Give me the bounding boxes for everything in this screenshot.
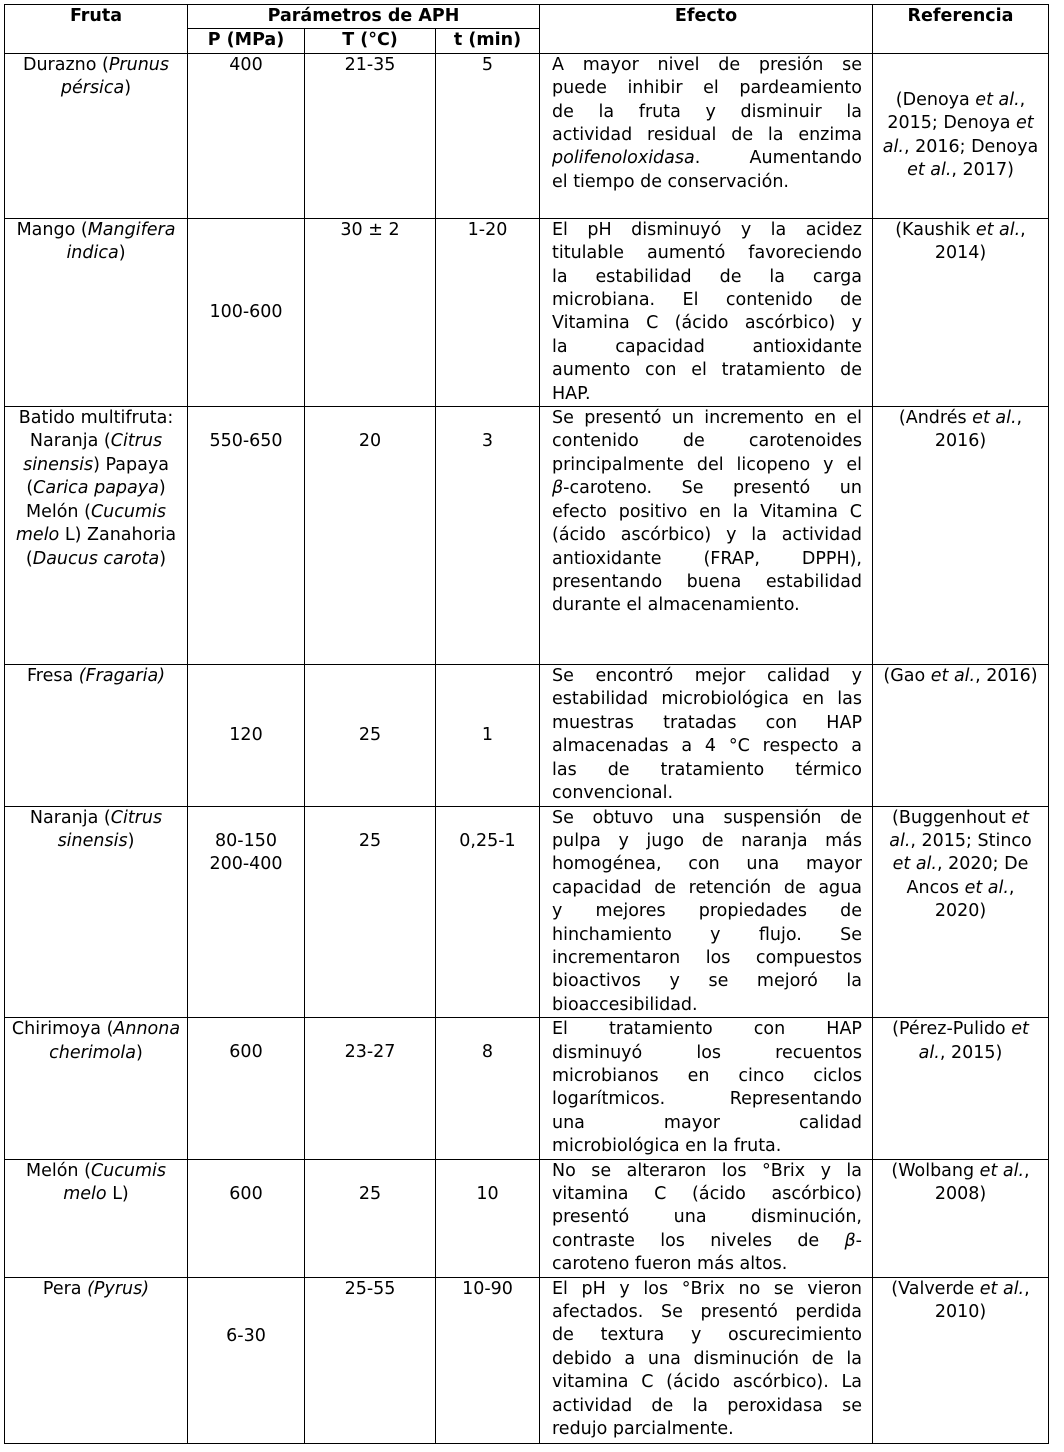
effect-cell: El tratamiento con HAP disminuyó los recuentos microbianos en cinco ciclos logarítmicos. Representando una mayor calidad microbiológica en la fruta. [540, 1018, 873, 1159]
reference-cell [873, 53, 1049, 218]
temperature-cell: 25 [305, 1159, 436, 1277]
temperature-cell: 25 [305, 806, 436, 1018]
time-cell: 1 [436, 665, 540, 806]
time-cell: 8 [436, 1018, 540, 1159]
et-al-text: et al. [964, 877, 1009, 898]
et-al-text: et al. [975, 219, 1021, 240]
reference-cell [873, 1159, 1049, 1277]
reference-text: , 2015; Denoya [887, 90, 1026, 134]
reference-cell [873, 665, 1049, 806]
pressure-cell: 600 [188, 1018, 305, 1159]
reference-text: (Valverde [891, 1278, 980, 1299]
time-cell: 10 [436, 1159, 540, 1277]
header-effect: Efecto [540, 5, 873, 54]
table-row [5, 1159, 1049, 1277]
fruit-cell: Durazno (Prunus pérsica) [5, 53, 188, 218]
et-al-text: et al. [918, 1019, 1029, 1063]
reference-cell [873, 1277, 1049, 1443]
reference-text: (Wolbang [891, 1160, 980, 1181]
table-row [5, 1277, 1049, 1443]
reference-cell [873, 407, 1049, 665]
time-cell: 1-20 [436, 218, 540, 406]
et-al-text: et al. [930, 666, 976, 687]
et-al-text: et al. [972, 408, 1017, 429]
reference-text: , 2020; De Ancos [906, 854, 1029, 898]
header-temperature: T (°C) [305, 29, 436, 53]
reference-cell [873, 1018, 1049, 1159]
temperature-cell: 20 [305, 407, 436, 665]
effect-cell: Se encontró mejor calidad y estabilidad microbiológica en las muestras tratadas con HAP almacenadas a 4 °C respecto a las de tratamiento térmico convencional. [540, 665, 873, 806]
pressure-cell: 80-150 200-400 [188, 806, 305, 1018]
temperature-cell: 23-27 [305, 1018, 436, 1159]
et-al-text: et al. [892, 854, 937, 875]
effect-cell: Se presentó un incremento en el contenido de carotenoides principalmente del licopeno y el β-caroteno. Se presentó un efecto positivo en la Vitamina C (ácido ascórbico) y la actividad antioxidante (FRAP, DPPH), presentando buena estabilidad durante el almacenamiento. [540, 407, 873, 665]
time-cell: 3 [436, 407, 540, 665]
reference-text: (Pérez-Pulido [892, 1019, 1012, 1040]
effect-cell: El pH y los °Brix no se vieron afectados. Se presentó perdida de textura y oscurecimiento debido a una disminución de la vitamina C (ácido ascórbico). La actividad de la peroxidasa se redujo parcialmente. [540, 1277, 873, 1443]
reference-text: , 2015) [939, 1042, 1003, 1063]
header-reference: Referencia [873, 5, 1049, 54]
fruit-cell: Naranja (Citrus sinensis) [5, 806, 188, 1018]
et-al-text: et al. [975, 90, 1020, 110]
table-row [5, 1018, 1049, 1159]
aph-fruit-table [4, 4, 1049, 1444]
reference-cell [873, 218, 1049, 406]
enzyme-name: polifenoloxidasa [552, 148, 695, 169]
pressure-cell: 6-30 [188, 1277, 305, 1443]
reference-text: , 2016) [934, 408, 1023, 452]
reference-text: (Denoya [895, 90, 976, 110]
pressure-cell: 400 [188, 53, 305, 218]
reference-text: , 2020) [934, 877, 1015, 922]
fruit-cell: Pera (Pyrus) [5, 1277, 188, 1443]
fruit-cell: Mango (Mangifera indica) [5, 218, 188, 406]
effect-cell: El pH disminuyó y la acidez titulable aumentó favoreciendo la estabilidad de la carga microbiana. El contenido de Vitamina C (ácido ascórbico) y la capacidad antioxidante aumento con el tratamiento de HAP. [540, 218, 873, 406]
reference-text: , 2014) [934, 219, 1026, 264]
header-time: t (min) [436, 29, 540, 53]
reference-text: , 2008) [934, 1160, 1030, 1204]
et-al-text: et al. [979, 1160, 1025, 1181]
effect-cell: A mayor nivel de presión se puede inhibir el pardeamiento de la fruta y disminuir la actividad residual de la enzima polifenoloxidasa. Aumentando el tiempo de conservación. [540, 53, 873, 218]
table-row [5, 53, 1049, 218]
time-cell: 5 [436, 53, 540, 218]
table-row [5, 806, 1049, 1018]
reference-text: , 2016) [975, 666, 1038, 687]
table-row [5, 407, 1049, 665]
temperature-cell: 30 ± 2 [305, 218, 436, 406]
fruit-cell: Chirimoya (Annona cherimola) [5, 1018, 188, 1159]
fruit-cell: Melón (Cucumis melo L) [5, 1159, 188, 1277]
temperature-cell: 21-35 [305, 53, 436, 218]
table-row [5, 665, 1049, 806]
reference-text: , 2010) [934, 1278, 1030, 1323]
reference-text: (Andrés [898, 408, 973, 429]
pressure-cell: 600 [188, 1159, 305, 1277]
header-fruit: Fruta [5, 5, 188, 54]
fruit-cell: Batido multifruta: Naranja (Citrus sinensis) Papaya (Carica papaya) Melón (Cucumis melo L) Zanahoria (Daucus carota) [5, 407, 188, 665]
pressure-cell: 100-600 [188, 218, 305, 406]
reference-cell [873, 806, 1049, 1018]
time-cell: 10-90 [436, 1277, 540, 1443]
reference-text: (Buggenhout [892, 807, 1012, 828]
et-al-text: et al. [907, 160, 952, 181]
fruit-name: Durazno [22, 54, 97, 75]
et-al-text: et al. [889, 807, 1029, 851]
reference-text: , 2017) [951, 160, 1014, 181]
effect-cell: Se obtuvo una suspensión de pulpa y jugo de naranja más homogénea, con una mayor capacidad de retención de agua y mejores propiedades de hinchamiento y flujo. Se incrementaron los compuestos bioactivos y se mejoró la bioaccesibilidad. [540, 806, 873, 1018]
pressure-cell: 120 [188, 665, 305, 806]
et-al-text: et al. [882, 113, 1034, 157]
header-aph-parameters: Parámetros de APH [188, 5, 540, 29]
fruit-cell: Fresa (Fragaria) [5, 665, 188, 806]
temperature-cell: 25 [305, 665, 436, 806]
species-name: Prunus pérsica [60, 54, 170, 99]
temperature-cell: 25-55 [305, 1277, 436, 1443]
et-al-text: et al. [979, 1278, 1025, 1299]
table-row [5, 218, 1049, 406]
time-cell: 0,25-1 [436, 806, 540, 1018]
reference-text: (Gao [883, 666, 931, 687]
effect-cell: No se alteraron los °Brix y la vitamina C (ácido ascórbico) presentó una disminución, contraste los niveles de β- caroteno fueron más altos. [540, 1159, 873, 1277]
reference-text: , 2015; Stinco [910, 830, 1032, 851]
header-pressure: P (MPa) [188, 29, 305, 53]
fruit-name: Mango [16, 219, 76, 240]
pressure-cell: 550-650 [188, 407, 305, 665]
reference-text: (Kaushik [895, 219, 976, 240]
reference-text: , 2016; Denoya [903, 136, 1039, 157]
